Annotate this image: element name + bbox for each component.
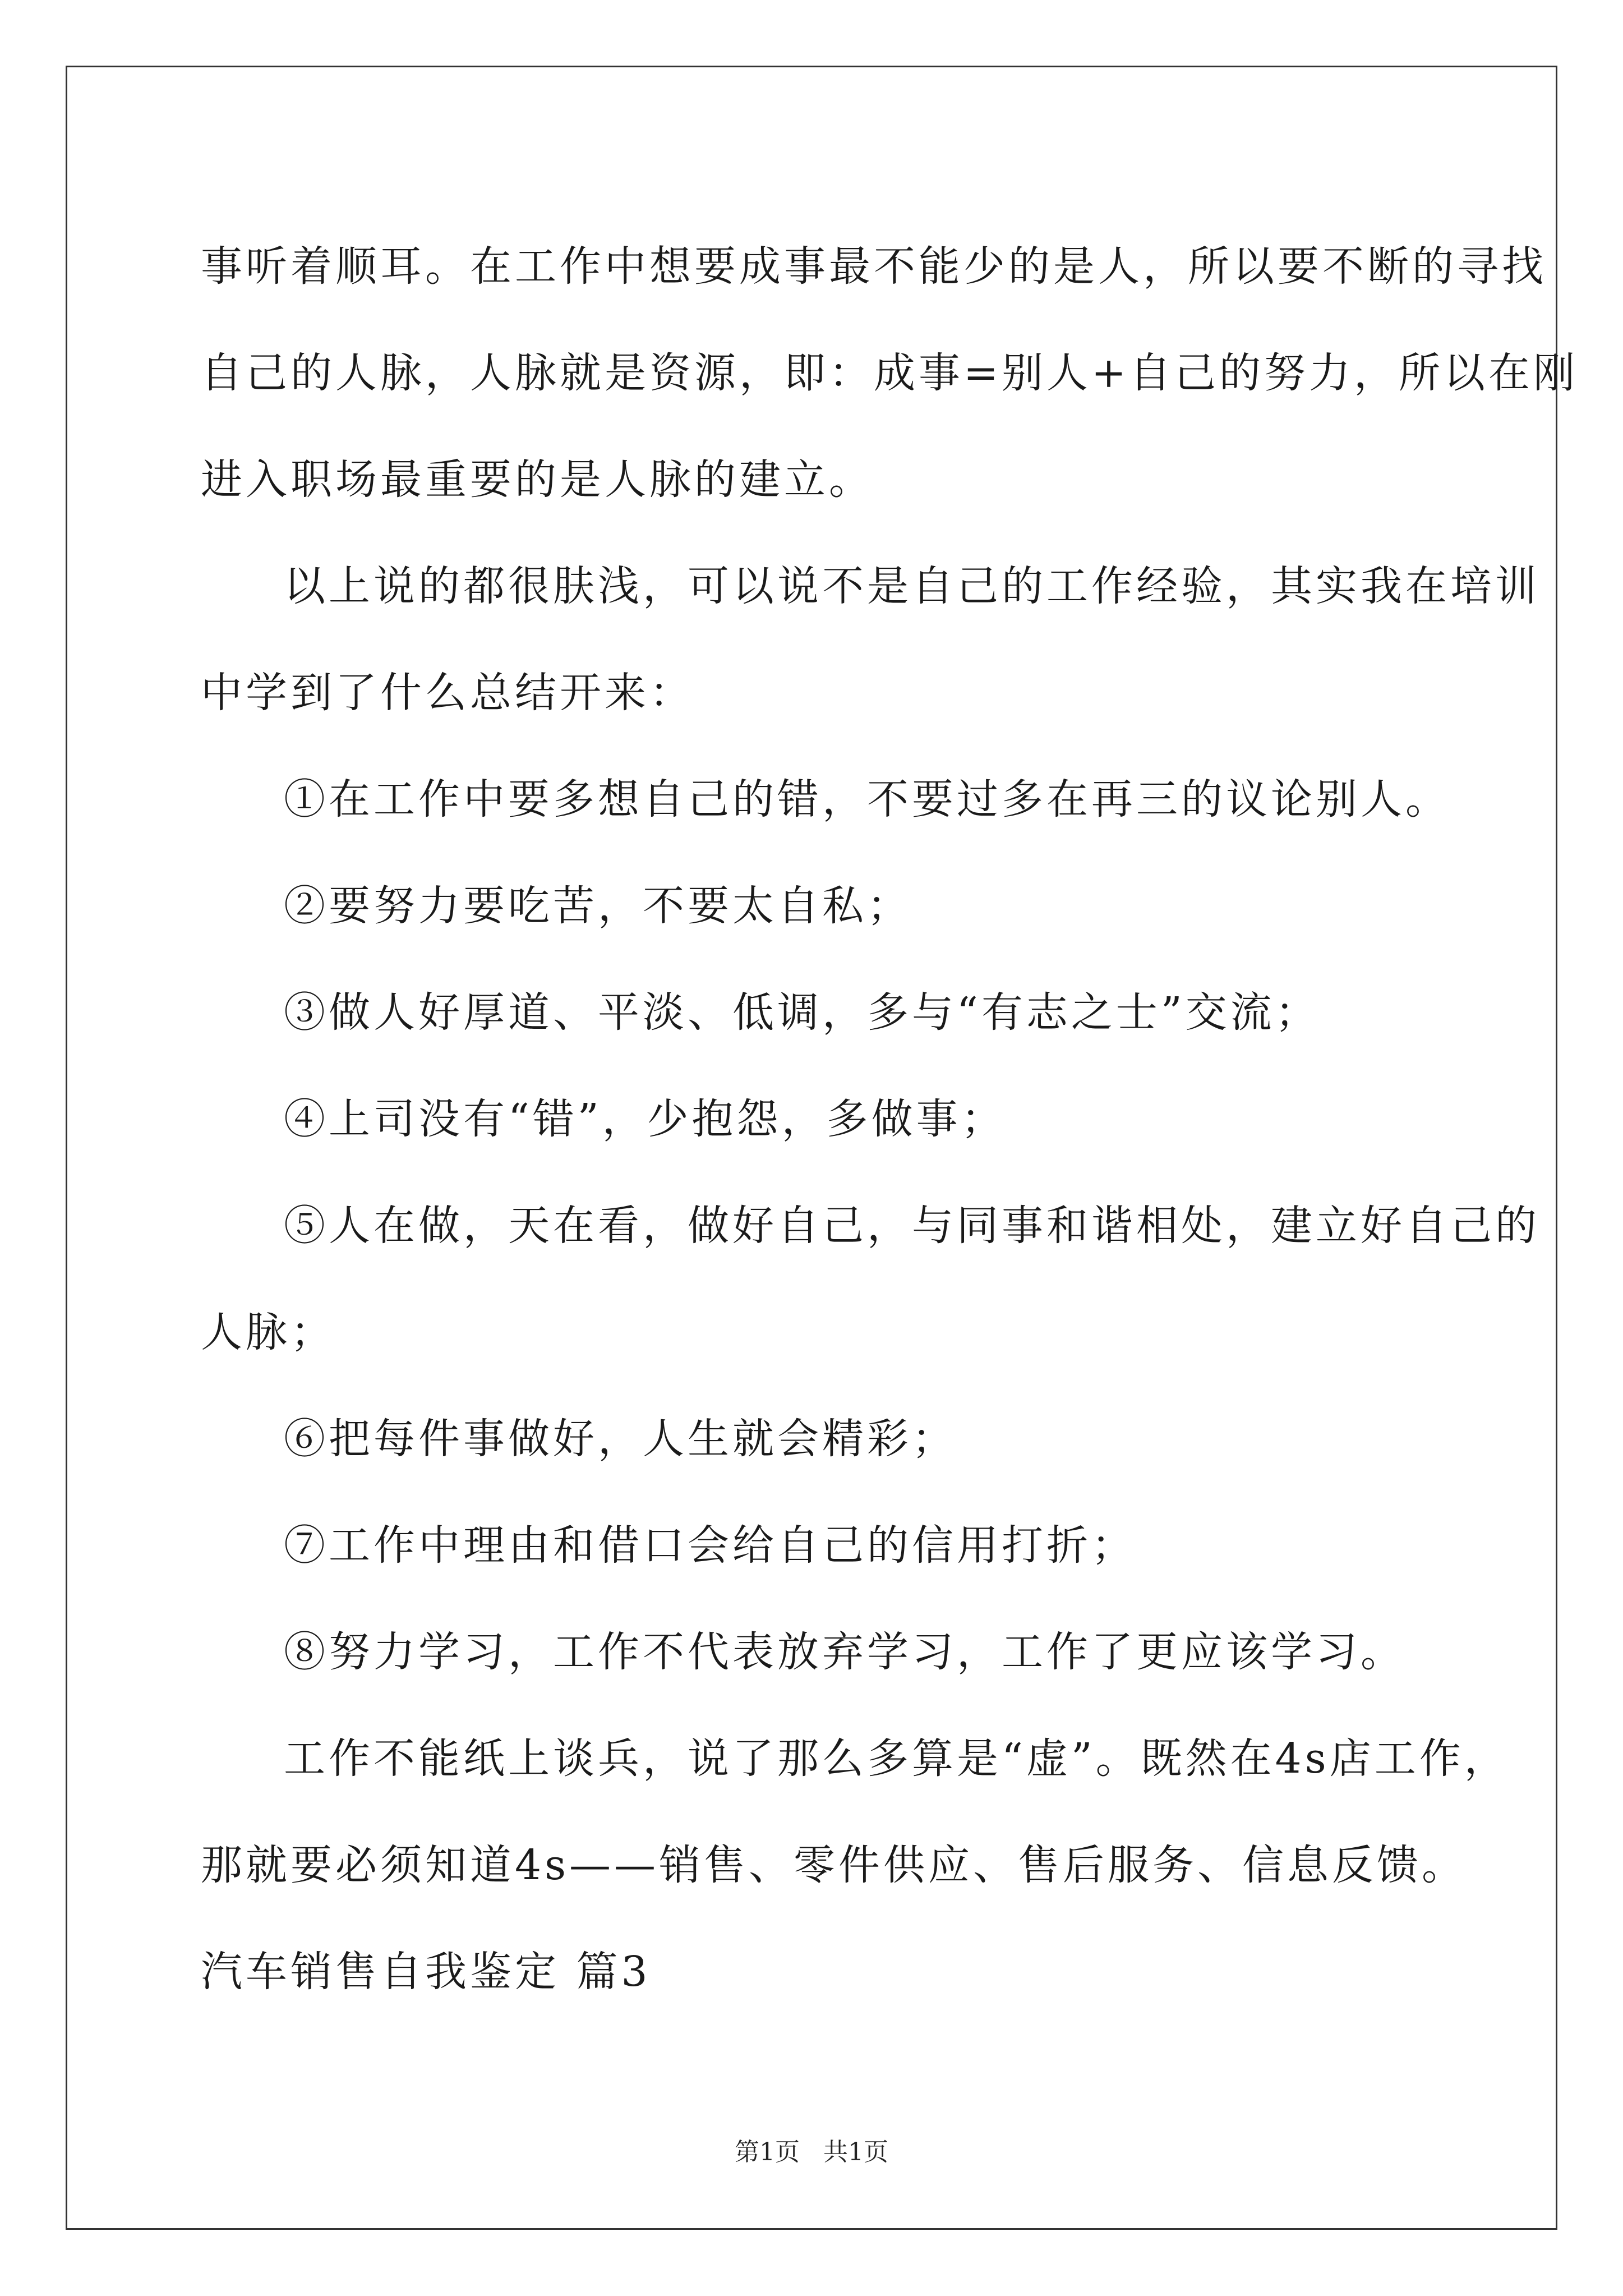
text-line-3: 进入职场最重要的是人脉的建立。 — [201, 455, 874, 504]
list-item-7: ⑦工作中理由和借口会给自己的信用打折； — [284, 1521, 1136, 1570]
list-item-8: ⑧努力学习，工作不代表放弃学习，工作了更应该学习。 — [284, 1628, 1405, 1676]
section-heading: 汽车销售自我鉴定 篇3 — [201, 1948, 651, 1996]
text-line-1: 事听着顺耳。在工作中想要成事最不能少的是人，所以要不断的寻找 — [201, 242, 1547, 291]
text-line-closing-2: 那就要必须知道4s——销售、零件供应、售后服务、信息反馈。 — [201, 1841, 1467, 1889]
text-line-4: 以上说的都很肤浅，可以说不是自己的工作经验，其实我在培训 — [284, 562, 1540, 610]
list-item-2: ②要努力要吃苦，不要太自私； — [284, 882, 912, 930]
list-item-1: ①在工作中要多想自己的错，不要过多在再三的议论别人。 — [284, 775, 1450, 823]
page-number-total: 共1页 — [823, 2138, 888, 2166]
list-item-5: ⑤人在做，天在看，做好自己，与同事和谐相处，建立好自己的 — [284, 1202, 1540, 1250]
text-line-5: 中学到了什么总结开来： — [201, 669, 694, 717]
list-item-4: ④上司没有“错”，少抱怨，多做事； — [284, 1095, 1006, 1143]
document-body — [201, 213, 1579, 2025]
text-line-closing-1: 工作不能纸上谈兵，说了那么多算是“虚”。既然在4s店工作， — [284, 1734, 1509, 1783]
page-footer — [0, 2132, 1623, 2168]
list-item-5-cont: 人脉； — [201, 1308, 335, 1356]
text-line-2: 自己的人脉，人脉就是资源，即：成事=别人+自己的努力，所以在刚 — [201, 349, 1579, 397]
page-number-current: 第1页 — [735, 2138, 800, 2166]
list-item-6: ⑥把每件事做好，人生就会精彩； — [284, 1415, 957, 1463]
list-item-3: ③做人好厚道、平淡、低调，多与“有志之士”交流； — [284, 988, 1320, 1037]
